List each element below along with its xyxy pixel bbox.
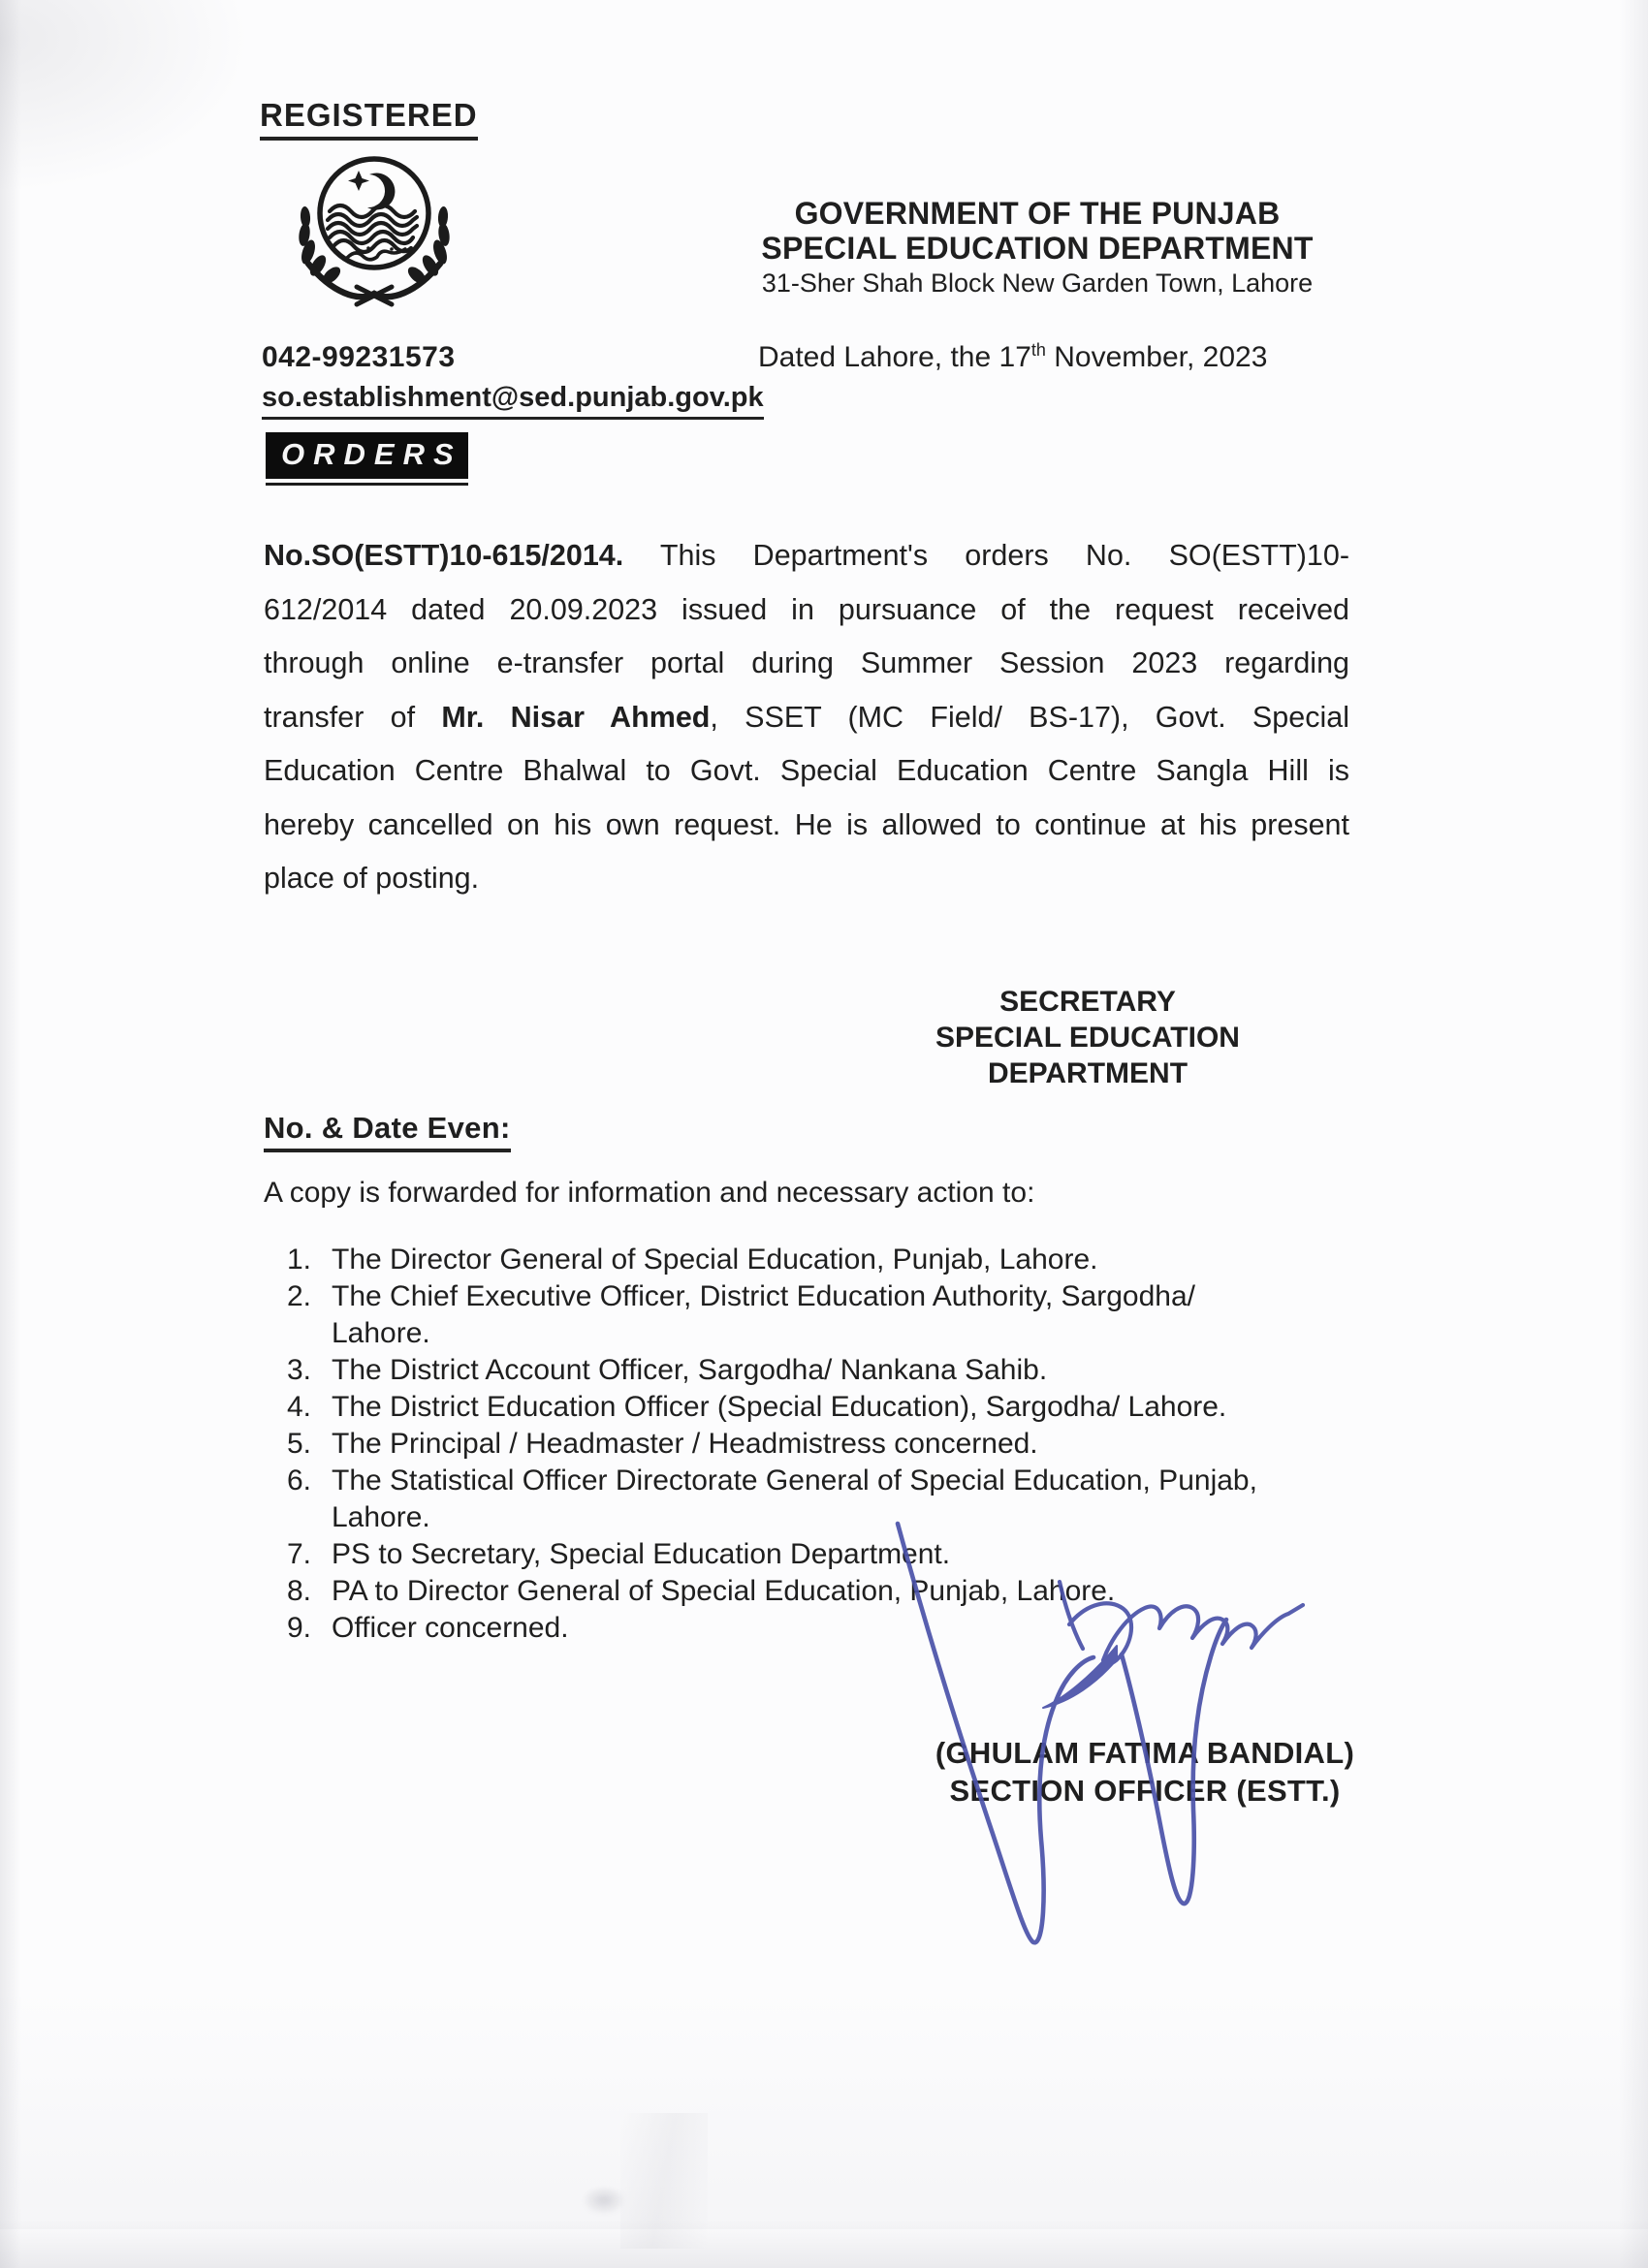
list-item: 8. PA to Director General of Special Education, Punjab, Lahore. — [287, 1575, 1116, 1607]
scan-shadow-left — [0, 0, 21, 2268]
secretary-line3: DEPARTMENT — [987, 1057, 1188, 1089]
secretary-line2: SPECIAL EDUCATION — [935, 1022, 1240, 1054]
secretary-signature-block — [913, 984, 1262, 1091]
list-item: 5. The Principal / Headmaster / Headmistress concerned. — [287, 1428, 1038, 1460]
body-line: Education Centre Bhalwal to Govt. Special Education Centre Sangla Hill is — [264, 754, 1349, 787]
list-item-wrap: Lahore. — [332, 1501, 430, 1533]
body-line: place of posting. — [264, 862, 480, 895]
body-line: through online e-transfer portal during Summer Session 2023 regarding — [264, 646, 1349, 679]
list-item: 2. The Chief Executive Officer, District Education Authority, Sargodha/ — [287, 1280, 1195, 1312]
scan-shadow-top-left — [0, 0, 252, 194]
list-item: 6. The Statistical Officer Directorate General of Special Education, Punjab, — [287, 1465, 1257, 1496]
handwritten-signature-icon — [834, 1493, 1338, 1958]
letterhead — [742, 196, 1333, 299]
scan-shadow-bottom — [0, 2220, 1648, 2268]
punjab-government-emblem-icon — [275, 151, 473, 312]
scan-shadow-right — [1619, 0, 1648, 2268]
scan-smudge — [582, 2186, 626, 2215]
orders-banner-label: ORDERS — [266, 432, 468, 479]
ordinal-suffix: th — [1030, 340, 1046, 360]
list-item: 7. PS to Secretary, Special Education Department. — [287, 1538, 951, 1570]
org-address: 31-Sher Shah Block New Garden Town, Lahore — [761, 268, 1314, 298]
email-address: so.establishment@sed.punjab.gov.pk — [262, 382, 764, 420]
registered-label: REGISTERED — [260, 97, 478, 141]
copy-forwarded-line: A copy is forwarded for information and necessary action to: — [264, 1177, 1035, 1209]
scan-crease — [620, 2113, 708, 2249]
list-item: 3. The District Account Officer, Sargodha/ Nankana Sahib. — [287, 1354, 1048, 1386]
org-name-line1: GOVERNMENT OF THE PUNJAB — [794, 196, 1281, 231]
signatory-name: (GHULAM FATIMA BANDIAL) — [935, 1736, 1355, 1770]
list-item: 4. The District Education Officer (Special Education), Sargodha/ Lahore. — [287, 1391, 1227, 1423]
body-line: transfer of Mr. Nisar Ahmed, SSET (MC Field/ BS-17), Govt. Special — [264, 700, 1349, 734]
body-line: hereby cancelled on his own request. He is allowed to continue at his present — [264, 807, 1349, 841]
phone-number: 042-99231573 — [262, 341, 456, 373]
list-item: 9. Officer concerned. — [287, 1612, 569, 1644]
order-body-paragraph — [264, 529, 1349, 906]
signatory-title: SECTION OFFICER (ESTT.) — [949, 1773, 1341, 1808]
body-line: 612/2014 dated 20.09.2023 issued in pursuance of the request received — [264, 592, 1349, 626]
org-name-line2: SPECIAL EDUCATION DEPARTMENT — [761, 231, 1314, 266]
list-item: 1. The Director General of Special Education, Punjab, Lahore. — [287, 1244, 1098, 1276]
scan-shadow-bottom-wide — [0, 1987, 1648, 2229]
body-line: No.SO(ESTT)10-615/2014. This Department's orders No. SO(ESTT)10- — [264, 539, 1349, 572]
orders-banner — [266, 432, 468, 486]
date-line: Dated Lahore, the 17th November, 2023 — [758, 340, 1268, 373]
number-date-even-heading: No. & Date Even: — [264, 1111, 511, 1152]
list-item-wrap: Lahore. — [332, 1317, 430, 1349]
secretary-line1: SECRETARY — [999, 986, 1176, 1018]
